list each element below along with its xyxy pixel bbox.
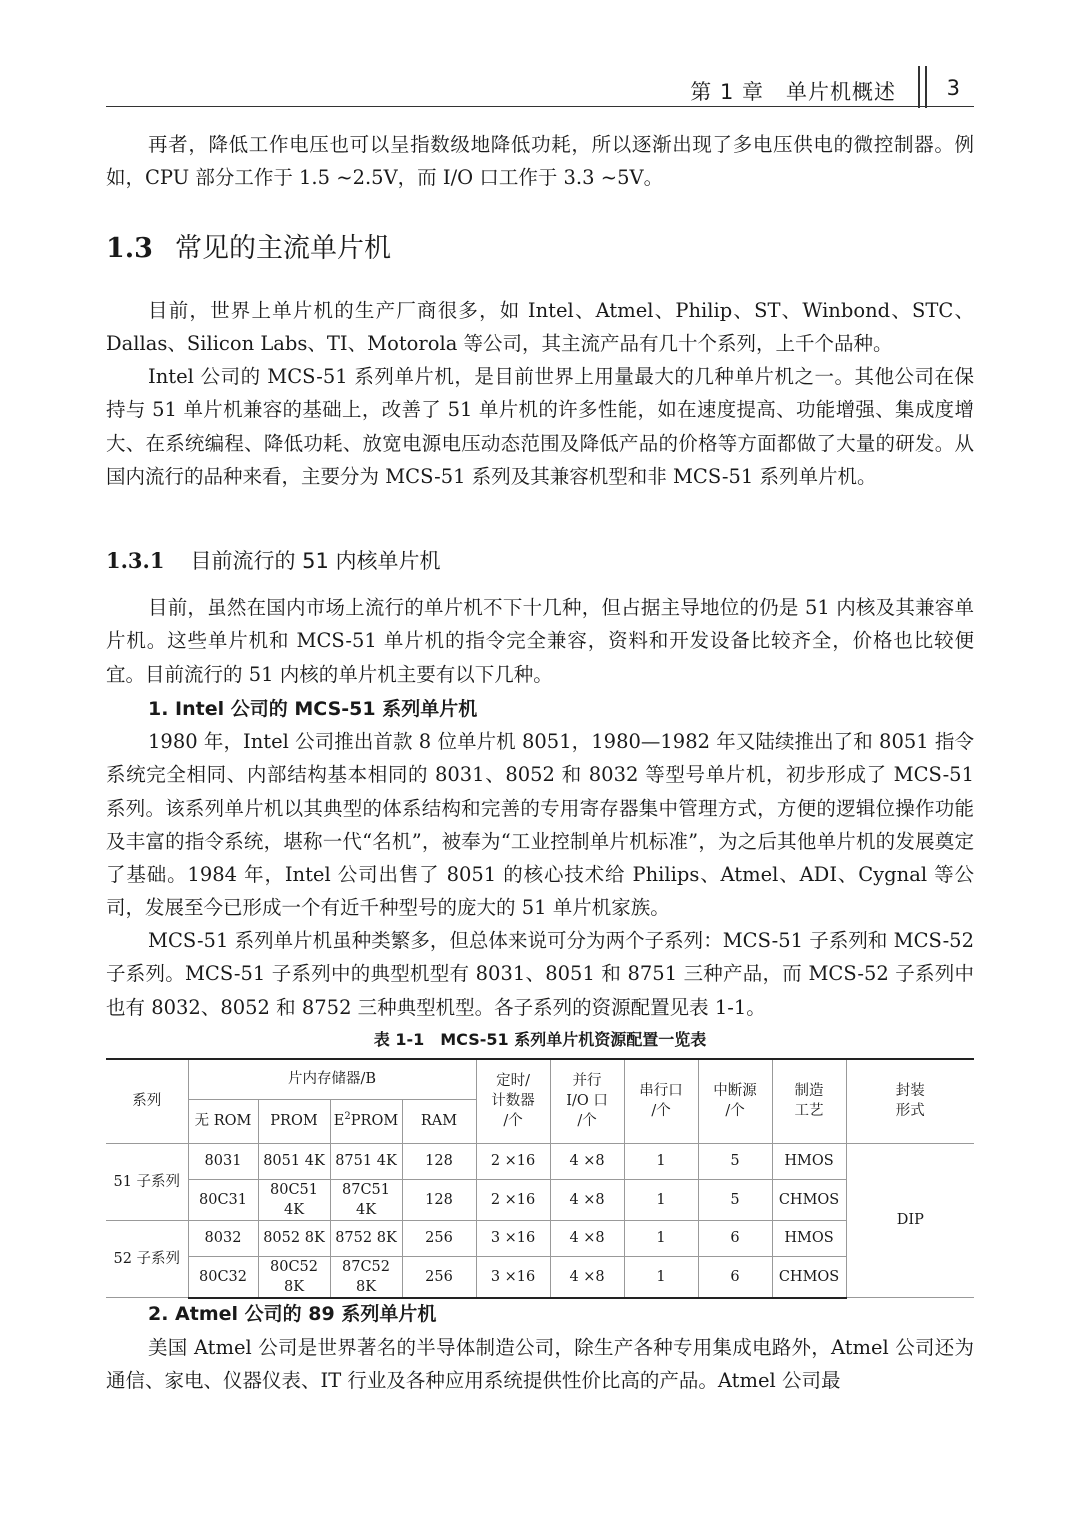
- cell-process: HMOS: [772, 1143, 846, 1179]
- cell-ram: 256: [402, 1220, 476, 1256]
- cell-timer: 2 ×16: [476, 1143, 550, 1179]
- series-name: 52 子系列: [106, 1220, 188, 1298]
- subsection-title: 目前流行的 51 内核单片机: [190, 549, 441, 573]
- header-rule: [106, 106, 974, 107]
- cell-prom: 80C52 8K: [258, 1256, 330, 1298]
- series-name: 51 子系列: [106, 1143, 188, 1220]
- th-eprom: $E^2PROM$: [330, 1099, 402, 1143]
- cell-irq: 5: [698, 1179, 772, 1220]
- cell-no-rom: 8032: [188, 1220, 258, 1256]
- cell-eprom: 8752 8K: [330, 1220, 402, 1256]
- th-package: 封装 形式: [846, 1059, 974, 1143]
- cell-prom: 8051 4K: [258, 1143, 330, 1179]
- th-parallel-io: 并行 I/O 口 /个: [550, 1059, 624, 1143]
- intro-paragraph: 再者，降低工作电压也可以呈指数级地降低功耗，所以逐渐出现了多电压供电的微控制器。例如，CPU 部分工作于 1.5 ~2.5V，而 I/O 口工作于 3.3 ~5V。: [106, 133, 974, 190]
- subsection-paragraph: 目前，虽然在国内市场上流行的单片机不下十几种，但占据主导地位的仍是 51 内核及其兼容单片机。这些单片机和 MCS-51 单片机的指令完全兼容，资料和开发设备比较齐全，价格也比较便宜。目前流行的 51 内核的单片机主要有以下几种。: [106, 596, 974, 686]
- section-paragraph-2: Intel 公司的 MCS-51 系列单片机，是目前世界上用量最大的几种单片机之一。其他公司在保持与 51 单片机兼容的基础上，改善了 51 单片机的许多性能，如在速度提高、功能增强、集成度增大、在系统编程、降低功耗、放宽电源电压动态范围及降低产品的价格等方面都做了大量的研发。从国内流行的品种来看，主要分为 MCS-51 系列及其兼容机型和非 MCS-51 系列单片机。: [106, 365, 974, 488]
- cell-io: 4 ×8: [550, 1220, 624, 1256]
- th-memory-group: 片内存储器/B: [188, 1059, 476, 1099]
- cell-serial: 1: [624, 1256, 698, 1298]
- table-caption: 表 1-1 MCS-51 系列单片机资源配置一览表: [373, 1030, 707, 1049]
- page-number: 3: [946, 76, 960, 100]
- table-row: [106, 1179, 974, 1220]
- cell-package: DIP: [846, 1143, 974, 1298]
- cell-process: CHMOS: [772, 1179, 846, 1220]
- cell-timer: 3 ×16: [476, 1256, 550, 1298]
- cell-eprom: 8751 4K: [330, 1143, 402, 1179]
- cell-timer: 2 ×16: [476, 1179, 550, 1220]
- table-row: [106, 1143, 974, 1179]
- running-header: [106, 72, 974, 108]
- cell-process: CHMOS: [772, 1256, 846, 1298]
- cell-ram: 128: [402, 1143, 476, 1179]
- cell-no-rom: 80C31: [188, 1179, 258, 1220]
- cell-ram: 256: [402, 1256, 476, 1298]
- item1-paragraph-2: MCS-51 系列单片机虽种类繁多，但总体来说可分为两个子系列：MCS-51 子系列和 MCS-52 子系列。MCS-51 子系列中的典型机型有 8031、8051 和 8751 三种产品，而 MCS-52 子系列中也有 8032、8052 和 8752 三种典型机型。各子系列的资源配置见表 1-1。: [106, 929, 974, 1019]
- cell-irq: 6: [698, 1220, 772, 1256]
- th-ram: RAM: [402, 1099, 476, 1143]
- table-row: [106, 1220, 974, 1256]
- item1-paragraph-1: 1980 年，Intel 公司推出首款 8 位单片机 8051，1980—1982 年又陆续推出了和 8051 指令系统完全相同、内部结构基本相同的 8031、8052 和 8032 等型号单片机，初步形成了 MCS-51 系列。该系列单片机以其典型的体系结构和完善的专用寄存器集中管理方式，方便的逻辑位操作功能及丰富的指令系统，堪称一代“名机”，被奉为“工业控制单片机标准”，为之后其他单片机的发展奠定了基础。1984 年，Intel 公司出售了 8051 的核心技术给 Philips、Atmel、ADI、Cygnal 等公司，发展至今已形成一个有近千种型号的庞大的 51 单片机家族。: [106, 730, 974, 920]
- cell-io: 4 ×8: [550, 1143, 624, 1179]
- cell-ram: 128: [402, 1179, 476, 1220]
- cell-no-rom: 8031: [188, 1143, 258, 1179]
- section-title: 常见的主流单片机: [174, 233, 391, 264]
- th-serial: 串行口 /个: [624, 1059, 698, 1143]
- chapter-title: 第 1 章 单片机概述: [690, 80, 896, 104]
- cell-irq: 5: [698, 1143, 772, 1179]
- cell-process: HMOS: [772, 1220, 846, 1256]
- cell-serial: 1: [624, 1179, 698, 1220]
- section-number: 1.3: [106, 233, 153, 264]
- th-series: 系列: [106, 1059, 188, 1143]
- th-timer: 定时/ 计数器 /个: [476, 1059, 550, 1143]
- item2-heading: 2. Atmel 公司的 89 系列单片机: [148, 1303, 437, 1325]
- resource-table: [106, 1058, 974, 1299]
- cell-serial: 1: [624, 1220, 698, 1256]
- th-prom: PROM: [258, 1099, 330, 1143]
- cell-timer: 3 ×16: [476, 1220, 550, 1256]
- th-process: 制造 工艺: [772, 1059, 846, 1143]
- cell-prom: 80C51 4K: [258, 1179, 330, 1220]
- cell-io: 4 ×8: [550, 1256, 624, 1298]
- item2-paragraph: 美国 Atmel 公司是世界著名的半导体制造公司，除生产各种专用集成电路外，Atmel 公司还为通信、家电、仪器仪表、IT 行业及各种应用系统提供性价比高的产品。Atmel 公司最: [106, 1336, 974, 1393]
- subsection-heading: [106, 545, 441, 575]
- cell-io: 4 ×8: [550, 1179, 624, 1220]
- th-no-rom: 无 ROM: [188, 1099, 258, 1143]
- cell-serial: 1: [624, 1143, 698, 1179]
- table-row: [106, 1256, 974, 1298]
- subsection-number: 1.3.1: [106, 548, 165, 573]
- cell-prom: 8052 8K: [258, 1220, 330, 1256]
- item1-heading: 1. Intel 公司的 MCS-51 系列单片机: [148, 698, 478, 720]
- header-divider: [918, 66, 930, 108]
- section-paragraph-1: 目前，世界上单片机的生产厂商很多，如 Intel、Atmel、Philip、ST、Winbond、STC、Dallas、Silicon Labs、TI、Motorola 等公司，其主流产品有几十个系列，上千个品种。: [106, 299, 974, 356]
- cell-eprom: 87C52 8K: [330, 1256, 402, 1298]
- th-interrupt: 中断源 /个: [698, 1059, 772, 1143]
- section-heading: [106, 226, 391, 265]
- cell-irq: 6: [698, 1256, 772, 1298]
- cell-no-rom: 80C32: [188, 1256, 258, 1298]
- cell-eprom: 87C51 4K: [330, 1179, 402, 1220]
